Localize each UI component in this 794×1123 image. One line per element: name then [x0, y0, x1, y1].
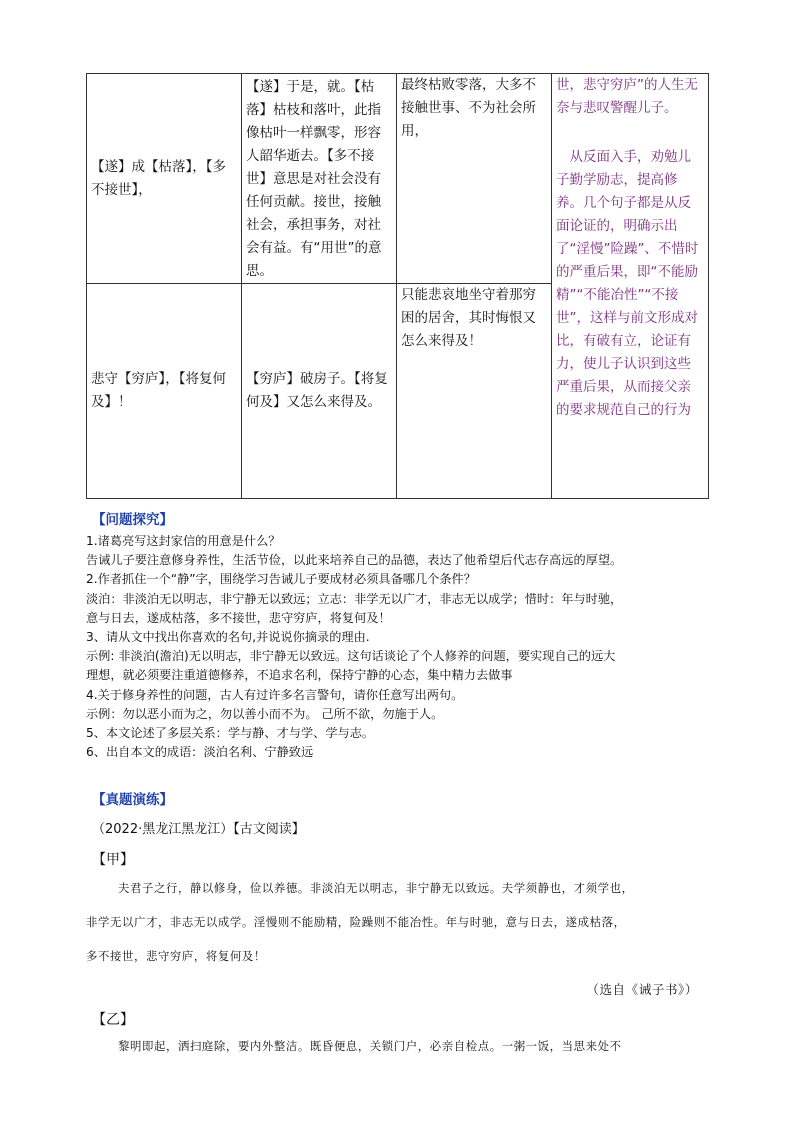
practice-heading: 【真题演练】 — [92, 792, 173, 808]
inquiry-line: 理想，就必须要注重道德修养，不追求名利，保持宁静的心态，集中精力去做事 — [86, 668, 513, 683]
original-text-cell: 悲守【穷庐】，【将复何及】！ — [87, 284, 242, 499]
inquiry-line: 3、请从文中找出你喜欢的名句,并说说你摘录的理由. — [86, 630, 370, 645]
inquiry-line: 告诫儿子要注意修身养性，生活节俭，以此来培养自己的品德，表达了他希望后代志存高远的厚望。 — [86, 553, 623, 568]
yi-text-line: 黎明即起，洒扫庭除，要内外整洁。既昏便息，关锁门户，必亲自检点。一粥一饭，当思来处不 — [118, 1039, 622, 1054]
jia-source: （选自《诫子书》） — [586, 982, 698, 998]
inquiry-line: 示例：勿以恶小而为之，勿以善小而不为。 己所不欲，勿施于人。 — [86, 706, 444, 721]
table-row — [87, 74, 709, 284]
analysis-bottom-text: 从反面入手，劝勉儿子勤学励志，提高修养。几个句子都是从反面论证的，明确示出了“淫慢”险躁”、不惜时的严重后果，即“不能励精”“不能冶性”“不接世”，这样与前文形成对比，有破有立，论证有力，使儿子认识到这些严重后果，从而接父亲的要求规范自己的行为 — [555, 149, 699, 418]
jia-label: 【甲】 — [92, 852, 134, 869]
inquiry-line: 1.诸葛亮写这封家信的用意是什么？ — [86, 534, 281, 548]
inquiry-line: 4.关于修身养性的问题，古人有过许多名言警句，请你任意写出两句。 — [86, 687, 464, 702]
annotation-table — [86, 73, 709, 499]
jia-text-line: 非学无以广才，非志无以成学。淫慢则不能励精，险躁则不能冶性。年与时驰，意与日去，遂成枯落， — [86, 915, 626, 930]
analysis-cell — [551, 74, 708, 499]
practice-section — [86, 788, 716, 1063]
inquiry-heading: 【问题探究】 — [92, 512, 173, 528]
original-text-cell: 【遂】成【枯落】，【多不接世】， — [87, 74, 242, 284]
inquiry-line: 6、出自本文的成语：淡泊名利、宁静致远 — [86, 745, 314, 760]
practice-source: （2022·黑龙江黑龙江）【古文阅读】 — [92, 822, 305, 837]
jia-text-line: 多不接世，悲守穷庐，将复何及！ — [86, 949, 266, 964]
notes-cell: 【遂】于是，就。【枯落】枯枝和落叶，此指像枯叶一样飘零，形容人韶华逝去。【多不接世】意思是对社会没有任何贡献。接世，接触社会，承担事务，对社会有益。有“用世”的意思。 — [241, 74, 396, 284]
inquiry-line: 意与日去，遂成枯落，多不接世，悲守穷庐，将复何及！ — [86, 610, 391, 625]
translation-cell: 最终枯败零落，大多不接触世事、不为社会所用， — [396, 74, 551, 284]
inquiry-line: 5、本文论述了多层关系：学与静、才与学、学与志。 — [86, 726, 375, 741]
jia-text-line: 夫君子之行，静以修身，俭以养德。非淡泊无以明志，非宁静无以致远。夫学须静也，才须学也， — [118, 881, 634, 896]
analysis-top-text: 世，悲守穷庐”的人生无奈与悲叹警醒儿子。 — [555, 77, 698, 116]
notes-cell: 【穷庐】破房子。【将复何及】又怎么来得及。 — [241, 284, 396, 499]
inquiry-line: 示例: 非淡泊(澹泊)无以明志，非宁静无以致远。这句话谈论了个人修养的问题，要实现自己的远大 — [86, 649, 616, 664]
translation-cell: 只能悲哀地坐守着那穷困的居舍，其时悔恨又怎么来得及！ — [396, 284, 551, 499]
inquiry-line: 2.作者抓住一个“静”字，围绕学习告诫儿子要成材必须具备哪几个条件？ — [86, 572, 476, 587]
yi-label: 【乙】 — [92, 1012, 134, 1029]
inquiry-line: 淡泊：非淡泊无以明志，非宁静无以致远；立志：非学无以广才，非志无以成学；惜时：年与时驰， — [86, 591, 623, 606]
inquiry-section — [86, 508, 716, 762]
